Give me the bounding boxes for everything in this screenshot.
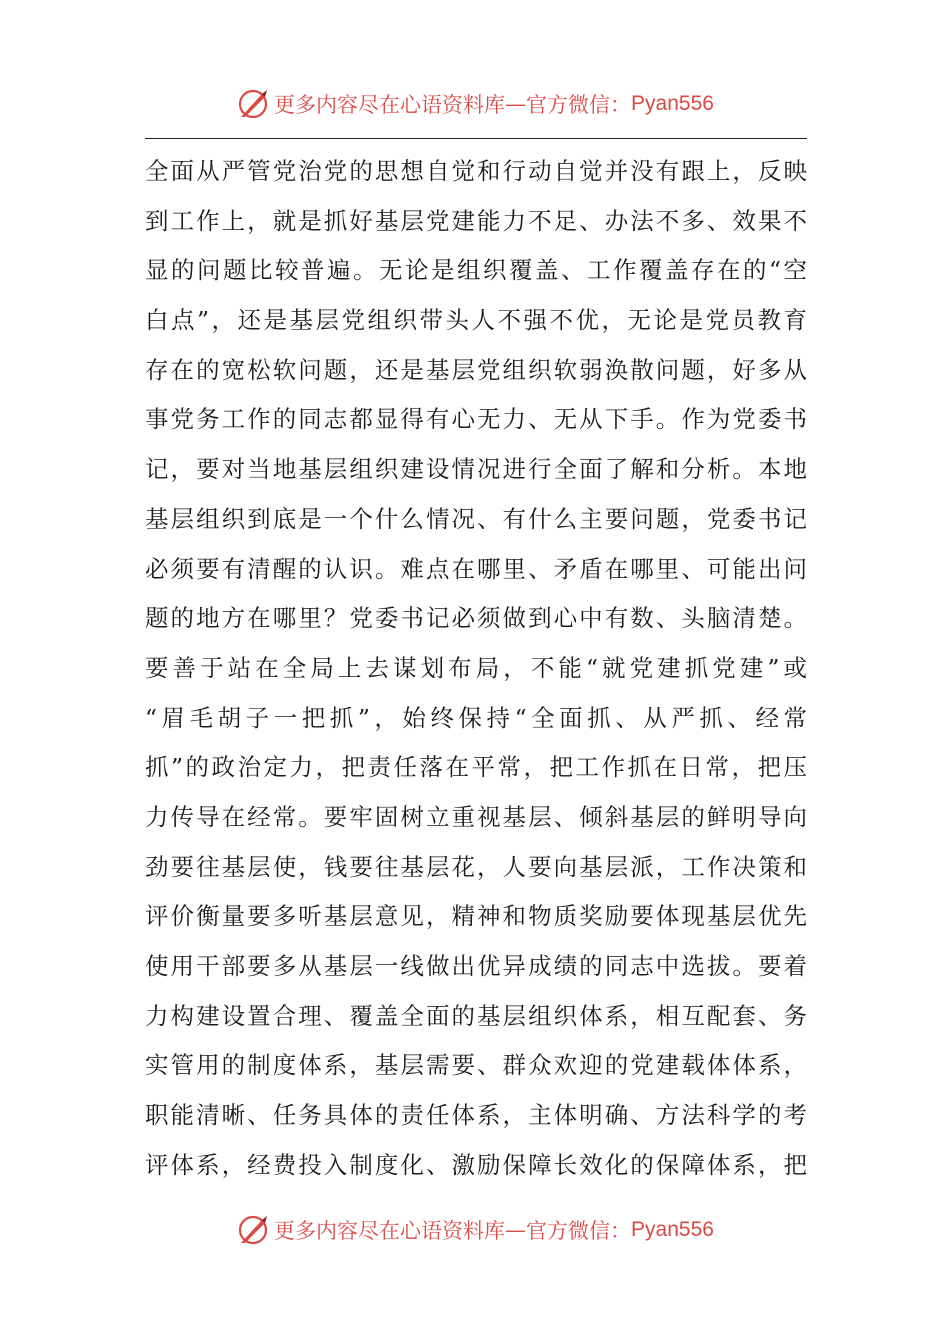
body-line: 劲要往基层使，钱要往基层花，人要向基层派，工作决策和 [145,852,807,881]
body-line: 显的问题比较普遍。无论是组织覆盖、工作覆盖存在的“空 [145,256,807,285]
header-divider [145,138,807,139]
watermark-brand: 更多内容尽在心语资料库 [274,1219,506,1243]
body-line: 事党务工作的同志都显得有心无力、无从下手。作为党委书 [145,405,807,434]
body-line: 必须要有清醒的认识。难点在哪里、矛盾在哪里、可能出问 [145,554,807,583]
quill-logo-icon [236,1213,270,1247]
body-line: “眉毛胡子一把抓”，始终保持“全面抓、从严抓、经常 [145,703,807,732]
footer-watermark [0,1210,950,1250]
watermark-id: Pyan556 [631,92,714,115]
body-line: 题的地方在哪里？党委书记必须做到心中有数、头脑清楚。 [145,604,807,633]
body-line: 记，要对当地基层组织建设情况进行全面了解和分析。本地 [145,455,807,484]
body-line: 评价衡量要多听基层意见，精神和物质奖励要体现基层优先 [145,902,807,931]
body-line: 白点”，还是基层党组织带头人不强不优，无论是党员教育 [145,306,807,335]
body-line: 评体系，经费投入制度化、激励保障长效化的保障体系，把 [145,1150,807,1179]
body-line: 全面从严管党治党的思想自觉和行动自觉并没有跟上，反映 [145,157,807,185]
quill-logo-icon [236,87,270,121]
watermark-dash: — [505,92,527,116]
body-line: 职能清晰、任务具体的责任体系，主体明确、方法科学的考 [145,1101,807,1130]
document-body [145,147,807,1190]
body-line: 要善于站在全局上去谋划布局，不能“就党建抓党建”或 [145,653,807,682]
header-watermark [0,84,950,124]
body-line: 存在的宽松软问题，还是基层党组织软弱涣散问题，好多从 [145,355,807,384]
body-line: 到工作上，就是抓好基层党建能力不足、办法不多、效果不 [145,206,807,235]
body-line: 抓”的政治定力，把责任落在平常，把工作抓在日常，把压 [145,753,807,782]
watermark-label: 官方微信： [526,1219,632,1243]
body-line: 力传导在经常。要牢固树立重视基层、倾斜基层的鲜明导向 [145,802,807,831]
body-line: 使用干部要多从基层一线做出优异成绩的同志中选拔。要着 [145,952,807,980]
watermark-id: Pyan556 [631,1218,714,1241]
watermark-brand: 更多内容尽在心语资料库 [274,93,506,117]
watermark-dash: — [505,1218,527,1242]
watermark-label: 官方微信： [526,93,632,117]
body-line: 基层组织到底是一个什么情况、有什么主要问题，党委书记 [145,504,807,533]
body-line: 力构建设置合理、覆盖全面的基层组织体系，相互配套、务 [145,1001,807,1030]
body-line: 实管用的制度体系，基层需要、群众欢迎的党建载体体系， [145,1051,807,1080]
